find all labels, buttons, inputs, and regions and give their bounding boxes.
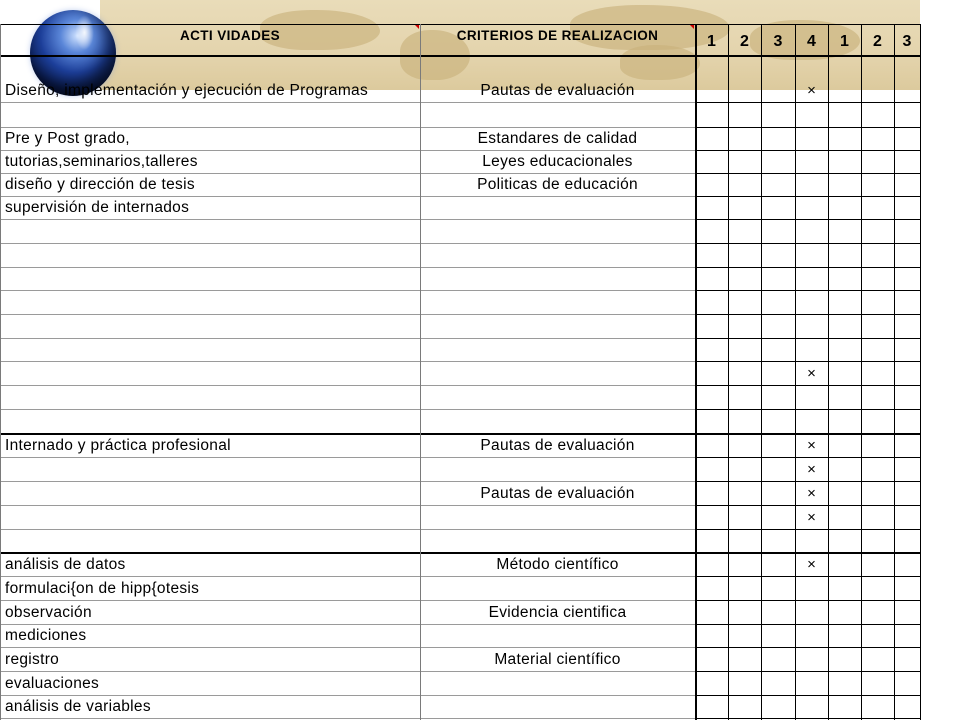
actividad-cell: formulaci{on de hipp{otesis [5,580,200,597]
empty-score-cell[interactable] [861,55,894,102]
empty-score-cell[interactable] [828,457,861,481]
empty-score-cell[interactable] [795,219,828,243]
empty-score-cell[interactable] [828,196,861,219]
empty-score-cell[interactable] [828,150,861,173]
empty-score-cell[interactable] [894,219,920,243]
criterio-cell [420,410,695,433]
empty-score-cell[interactable] [861,481,894,505]
empty-score-cell[interactable] [761,150,795,173]
criterio-cell [420,529,695,552]
empty-score-cell[interactable] [695,576,728,600]
criterio-cell [420,220,695,243]
empty-score-cell[interactable] [828,219,861,243]
empty-score-cell[interactable] [728,55,761,102]
empty-score-cell[interactable] [728,552,761,576]
empty-score-cell[interactable] [861,314,894,338]
criterio-cell [420,291,695,314]
empty-score-cell[interactable] [861,361,894,385]
empty-score-cell[interactable] [761,600,795,624]
empty-score-cell[interactable] [894,576,920,600]
empty-score-cell[interactable] [695,647,728,671]
grid-line [420,24,421,720]
empty-score-cell[interactable] [761,433,795,457]
empty-score-cell[interactable] [795,196,828,219]
actividad-cell [5,220,417,243]
empty-score-cell[interactable] [828,173,861,196]
empty-score-cell[interactable] [828,314,861,338]
criterio-cell: Politicas de educación [477,176,638,193]
empty-score-cell[interactable] [728,267,761,290]
empty-score-cell[interactable] [728,576,761,600]
empty-score-cell[interactable] [795,600,828,624]
empty-score-cell[interactable] [761,505,795,529]
criterio-cell [420,695,695,718]
header-criterios: CRITERIOS DE REALIZACION [456,28,659,43]
empty-score-cell[interactable] [894,457,920,481]
empty-score-cell[interactable] [861,552,894,576]
empty-score-cell[interactable] [894,338,920,361]
empty-score-cell[interactable] [795,102,828,127]
empty-score-cell[interactable] [828,529,861,552]
empty-score-cell[interactable] [695,243,728,267]
empty-score-cell[interactable] [695,338,728,361]
empty-score-cell[interactable] [861,433,894,457]
empty-score-cell[interactable] [894,102,920,127]
empty-score-cell[interactable] [761,552,795,576]
empty-score-cell[interactable] [695,600,728,624]
empty-score-cell[interactable] [728,385,761,409]
empty-score-cell[interactable] [761,314,795,338]
criterio-cell: Material científico [494,651,621,668]
criterio-cell [420,577,695,600]
empty-score-cell[interactable] [795,127,828,150]
empty-score-cell[interactable] [695,219,728,243]
actividad-cell: análisis de datos [5,556,126,573]
empty-score-cell[interactable] [728,505,761,529]
empty-score-cell[interactable] [695,127,728,150]
grid-line [795,24,796,720]
actividad-cell [5,410,417,433]
criterio-cell [420,458,695,481]
empty-score-cell[interactable] [761,385,795,409]
empty-score-cell[interactable] [894,127,920,150]
criterio-cell [420,672,695,695]
empty-score-cell[interactable] [828,102,861,127]
actividad-cell [5,244,417,267]
empty-score-cell[interactable] [795,243,828,267]
empty-score-cell[interactable] [728,314,761,338]
empty-score-cell[interactable] [861,338,894,361]
actividad-cell: tutorias,seminarios,talleres [5,153,198,170]
empty-score-cell[interactable] [795,290,828,314]
empty-score-cell[interactable] [894,624,920,647]
empty-score-cell[interactable] [828,267,861,290]
empty-score-cell[interactable] [861,150,894,173]
empty-score-cell[interactable] [894,505,920,529]
empty-score-cell[interactable] [894,150,920,173]
check-mark[interactable]: × [807,485,816,502]
empty-score-cell[interactable] [695,409,728,433]
criterio-cell: Pautas de evaluación [480,82,635,99]
empty-score-cell[interactable] [795,409,828,433]
empty-score-cell[interactable] [861,127,894,150]
header-col-6: 2 [873,33,882,50]
actividad-cell: diseño y dirección de tesis [5,176,195,193]
actividad-cell [5,529,417,552]
empty-score-cell[interactable] [695,385,728,409]
empty-score-cell[interactable] [761,647,795,671]
empty-score-cell[interactable] [894,529,920,552]
actividad-cell: observación [5,604,92,621]
empty-score-cell[interactable] [761,102,795,127]
empty-score-cell[interactable] [795,647,828,671]
criterio-cell [420,624,695,647]
check-mark[interactable]: × [807,556,816,573]
empty-score-cell[interactable] [695,150,728,173]
empty-score-cell[interactable] [728,529,761,552]
empty-score-cell[interactable] [761,55,795,102]
empty-score-cell[interactable] [894,433,920,457]
empty-score-cell[interactable] [761,290,795,314]
header-col-5: 1 [840,33,849,50]
empty-score-cell[interactable] [761,624,795,647]
empty-score-cell[interactable] [695,624,728,647]
empty-score-cell[interactable] [795,314,828,338]
check-mark[interactable]: × [807,365,816,382]
empty-score-cell[interactable] [894,409,920,433]
empty-score-cell[interactable] [695,290,728,314]
empty-score-cell[interactable] [861,267,894,290]
actividad-cell [5,338,417,361]
empty-score-cell[interactable] [828,505,861,529]
empty-score-cell[interactable] [761,695,795,718]
criterio-cell: Método científico [496,556,619,573]
empty-score-cell[interactable] [894,267,920,290]
empty-score-cell[interactable] [828,647,861,671]
empty-score-cell[interactable] [894,173,920,196]
empty-score-cell[interactable] [861,695,894,718]
empty-score-cell[interactable] [828,409,861,433]
check-mark[interactable]: × [807,82,816,99]
empty-score-cell[interactable] [761,576,795,600]
actividad-cell [5,362,417,385]
empty-score-cell[interactable] [894,385,920,409]
empty-score-cell[interactable] [861,385,894,409]
grid-line [761,24,762,720]
empty-score-cell[interactable] [695,196,728,219]
empty-score-cell[interactable] [894,552,920,576]
grid-line [828,24,829,720]
empty-score-cell[interactable] [728,102,761,127]
empty-score-cell[interactable] [894,290,920,314]
empty-score-cell[interactable] [761,173,795,196]
empty-score-cell[interactable] [728,243,761,267]
empty-score-cell[interactable] [728,433,761,457]
criterio-cell [420,362,695,385]
empty-score-cell[interactable] [828,338,861,361]
empty-score-cell[interactable] [695,267,728,290]
criterio-cell [420,104,695,127]
empty-score-cell[interactable] [894,314,920,338]
empty-score-cell[interactable] [695,457,728,481]
empty-score-cell[interactable] [861,505,894,529]
empty-score-cell[interactable] [828,55,861,102]
empty-score-cell[interactable] [861,457,894,481]
grid-line [894,24,895,720]
empty-score-cell[interactable] [828,552,861,576]
criterio-cell [420,196,695,219]
empty-score-cell[interactable] [728,695,761,718]
actividad-cell [5,291,417,314]
actividad-cell [5,104,417,127]
header-col-3: 3 [773,33,783,50]
grid-line [920,24,921,720]
empty-score-cell[interactable] [894,361,920,385]
empty-score-cell[interactable] [728,481,761,505]
empty-score-cell[interactable] [728,457,761,481]
empty-score-cell[interactable] [795,385,828,409]
criterio-cell [420,386,695,409]
actividad-cell [5,315,417,338]
empty-score-cell[interactable] [728,671,761,695]
empty-score-cell[interactable] [795,529,828,552]
grid-line [861,24,862,720]
empty-score-cell[interactable] [728,409,761,433]
empty-score-cell[interactable] [761,127,795,150]
empty-score-cell[interactable] [761,338,795,361]
empty-score-cell[interactable] [828,243,861,267]
empty-score-cell[interactable] [861,600,894,624]
header-col-1: 1 [707,33,716,50]
empty-score-cell[interactable] [795,173,828,196]
actividad-cell: Pre y Post grado, [5,130,130,147]
empty-score-cell[interactable] [728,290,761,314]
empty-score-cell[interactable] [795,695,828,718]
criterio-cell: Estandares de calidad [477,130,638,147]
empty-score-cell[interactable] [828,576,861,600]
empty-score-cell[interactable] [761,219,795,243]
criterio-cell [420,338,695,361]
empty-score-cell[interactable] [761,481,795,505]
actividad-cell: mediciones [5,627,87,644]
criterio-cell [420,244,695,267]
empty-score-cell[interactable] [861,647,894,671]
empty-score-cell[interactable] [695,505,728,529]
empty-score-cell[interactable] [861,624,894,647]
criterio-cell: Evidencia cientifica [488,604,627,621]
empty-score-cell[interactable] [861,576,894,600]
empty-score-cell[interactable] [761,243,795,267]
empty-score-cell[interactable] [828,127,861,150]
header-col-2: 2 [740,33,749,50]
empty-score-cell[interactable] [894,55,920,102]
empty-score-cell[interactable] [795,150,828,173]
empty-score-cell[interactable] [695,361,728,385]
empty-score-cell[interactable] [828,290,861,314]
empty-score-cell[interactable] [828,671,861,695]
actividad-cell: registro [5,651,60,668]
empty-score-cell[interactable] [728,361,761,385]
empty-score-cell[interactable] [695,55,728,102]
grid-line [695,24,697,720]
actividad-cell: supervisión de internados [5,199,190,216]
empty-score-cell[interactable] [861,290,894,314]
empty-score-cell[interactable] [728,127,761,150]
empty-score-cell[interactable] [761,361,795,385]
actividad-cell [5,386,417,409]
empty-score-cell[interactable] [894,243,920,267]
criterio-cell [420,315,695,338]
empty-score-cell[interactable] [695,529,728,552]
grid-line [0,24,1,720]
empty-score-cell[interactable] [828,481,861,505]
empty-score-cell[interactable] [795,338,828,361]
empty-score-cell[interactable] [695,173,728,196]
empty-score-cell[interactable] [894,695,920,718]
criterio-cell [420,267,695,290]
empty-score-cell[interactable] [728,196,761,219]
empty-score-cell[interactable] [728,647,761,671]
criterio-cell: Pautas de evaluación [480,485,635,502]
actividad-cell [5,482,417,505]
actividad-cell: evaluaciones [5,675,100,692]
header-col-4: 4 [807,33,816,50]
empty-score-cell[interactable] [728,624,761,647]
actividad-cell: Internado y práctica profesional [5,437,231,454]
check-mark[interactable]: × [807,437,816,454]
empty-score-cell[interactable] [894,196,920,219]
criterio-cell [420,506,695,529]
empty-score-cell[interactable] [861,671,894,695]
empty-score-cell[interactable] [695,552,728,576]
empty-score-cell[interactable] [728,219,761,243]
empty-score-cell[interactable] [828,600,861,624]
empty-score-cell[interactable] [894,481,920,505]
empty-score-cell[interactable] [894,600,920,624]
empty-score-cell[interactable] [795,576,828,600]
actividad-cell: Diseño, implementación y ejecución de Programas [5,82,369,99]
actividad-cell [5,458,417,481]
grid-line [0,24,920,25]
empty-score-cell[interactable] [861,529,894,552]
empty-score-cell[interactable] [894,671,920,695]
empty-score-cell[interactable] [795,671,828,695]
empty-score-cell[interactable] [695,671,728,695]
actividad-cell: análisis de variables [5,698,151,715]
empty-score-cell[interactable] [728,173,761,196]
empty-score-cell[interactable] [861,173,894,196]
empty-score-cell[interactable] [761,671,795,695]
empty-score-cell[interactable] [828,624,861,647]
actividad-cell [5,267,417,290]
criterio-cell: Pautas de evaluación [480,437,635,454]
empty-score-cell[interactable] [828,361,861,385]
empty-score-cell[interactable] [695,314,728,338]
grid-line [728,24,729,720]
empty-score-cell[interactable] [761,196,795,219]
empty-score-cell[interactable] [828,695,861,718]
empty-score-cell[interactable] [761,529,795,552]
empty-score-cell[interactable] [795,267,828,290]
check-mark[interactable]: × [807,461,816,478]
empty-score-cell[interactable] [861,243,894,267]
empty-score-cell[interactable] [861,196,894,219]
empty-score-cell[interactable] [695,102,728,127]
empty-score-cell[interactable] [828,385,861,409]
empty-score-cell[interactable] [728,150,761,173]
empty-score-cell[interactable] [861,102,894,127]
empty-score-cell[interactable] [861,219,894,243]
empty-score-cell[interactable] [728,338,761,361]
empty-score-cell[interactable] [861,409,894,433]
empty-score-cell[interactable] [795,624,828,647]
empty-score-cell[interactable] [894,647,920,671]
actividad-cell [5,506,417,529]
empty-score-cell[interactable] [695,481,728,505]
empty-score-cell[interactable] [828,433,861,457]
header-actividades: ACTI VIDADES [179,28,281,43]
empty-score-cell[interactable] [728,600,761,624]
criterio-cell: Leyes educacionales [482,153,633,170]
header-col-7: 3 [902,33,912,50]
empty-score-cell[interactable] [761,409,795,433]
empty-score-cell[interactable] [761,457,795,481]
check-mark[interactable]: × [807,509,816,526]
empty-score-cell[interactable] [695,695,728,718]
empty-score-cell[interactable] [695,433,728,457]
empty-score-cell[interactable] [761,267,795,290]
